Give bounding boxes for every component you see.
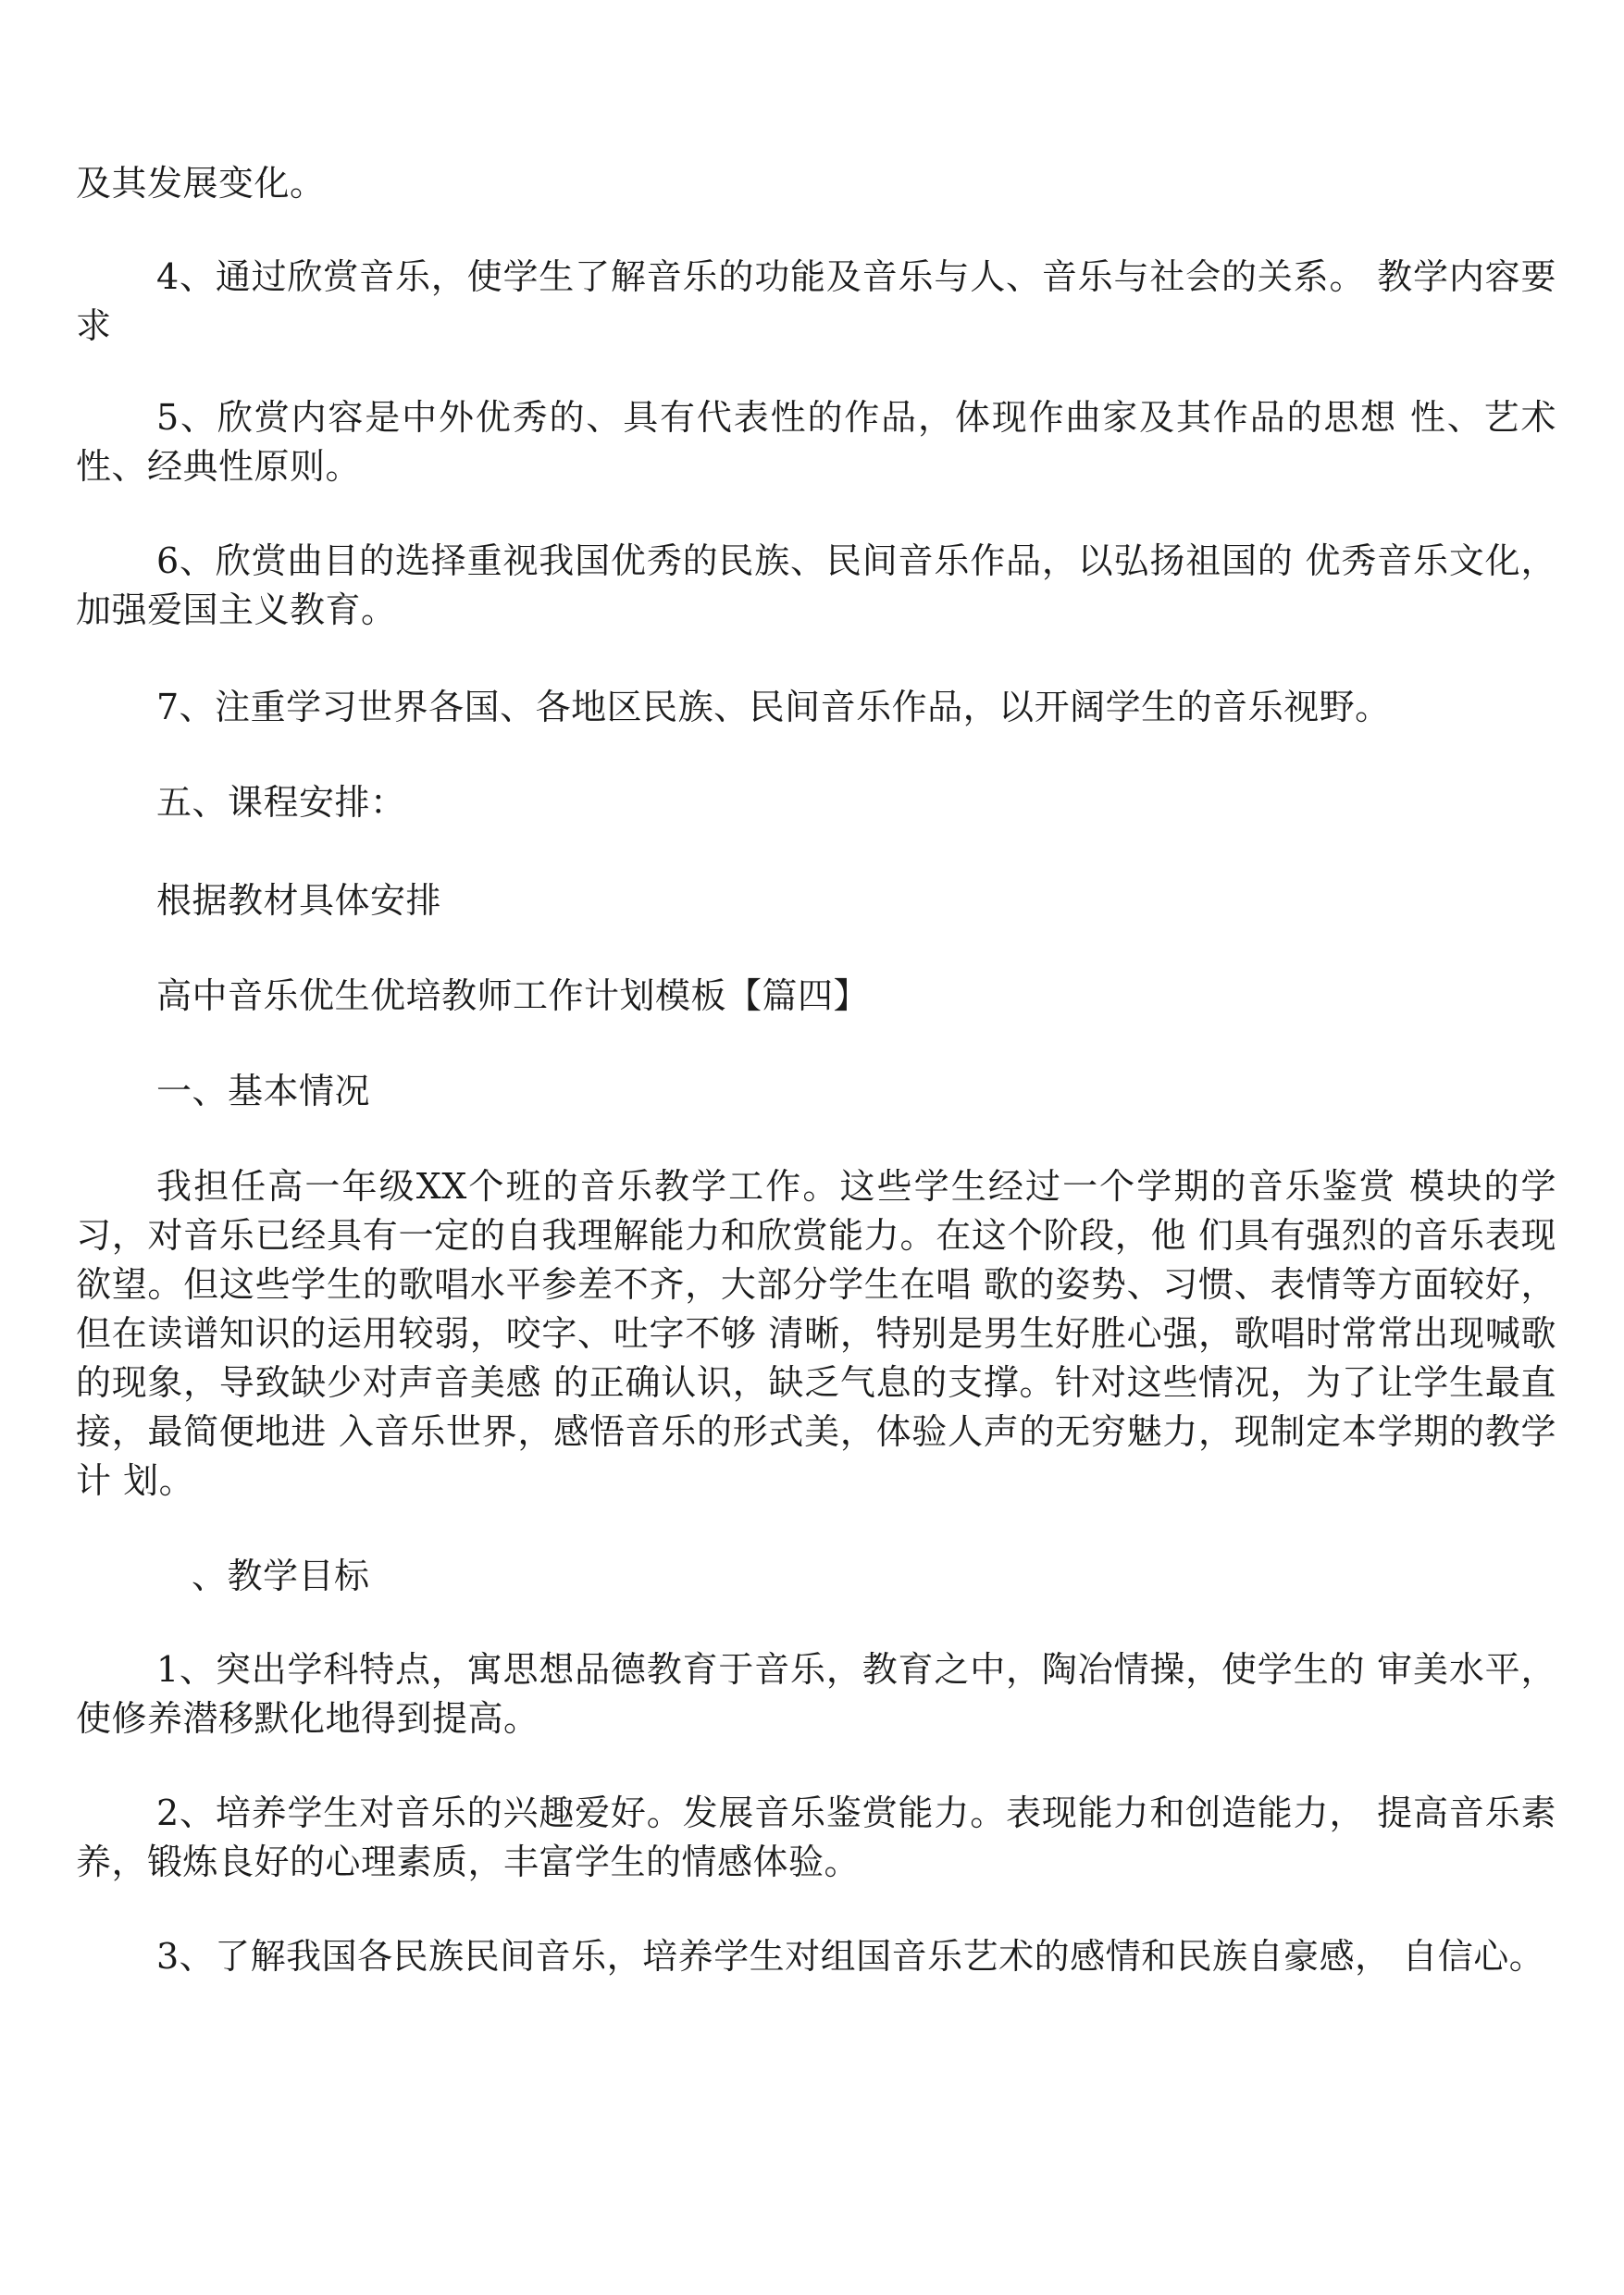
section-heading-teaching-goals: 、教学目标 (192, 1556, 370, 1596)
paragraph-item-4: 4、通过欣赏音乐，使学生了解音乐的功能及音乐与人、音乐与社会的关系。 教学内容要求 (76, 256, 1556, 346)
paragraph-goal-3: 3、了解我国各民族民间音乐，培养学生对组国音乐艺术的感情和民族自豪感， 自信心。 (156, 1936, 1545, 1977)
section-heading-course-arrangement: 五、课程安排： (156, 782, 406, 823)
section-heading-basic-situation: 一、基本情况 (156, 1071, 371, 1111)
paragraph-course-arrangement: 根据教材具体安排 (156, 880, 442, 921)
paragraph-item-5: 5、欣赏内容是中外优秀的、具有代表性的作品，体现作曲家及其作品的思想 性、艺术性、经典性原则。 (76, 397, 1556, 487)
paragraph-item-7: 7、注重学习世界各国、各地区民族、民间音乐作品，以开阔学生的音乐视野。 (156, 687, 1391, 727)
paragraph-goal-1: 1、突出学科特点，寓思想品德教育于音乐，教育之中，陶冶情操，使学生的 审美水平，使修养潜移默化地得到提高。 (76, 1649, 1556, 1739)
paragraph-item-6: 6、欣赏曲目的选择重视我国优秀的民族、民间音乐作品，以弘扬祖国的 优秀音乐文化，加强爱国主义教育。 (76, 540, 1556, 630)
paragraph-intro-tail: 及其发展变化。 (76, 163, 326, 204)
document-title-part-four: 高中音乐优生优培教师工作计划模板【篇四】 (156, 975, 870, 1016)
paragraph-goal-2: 2、培养学生对音乐的兴趣爱好。发展音乐鉴赏能力。表现能力和创造能力， 提高音乐素养，锻炼良好的心理素质，丰富学生的情感体验。 (76, 1793, 1556, 1882)
paragraph-basic-situation: 我担任高一年级XX个班的音乐教学工作。这些学生经过一个学期的音乐鉴赏 模块的学习，对音乐已经具有一定的自我理解能力和欣赏能力。在这个阶段，他 们具有强烈的音乐表现欲望。但这些学生的歌唱水平参差不齐，大部分学生在唱 歌的姿势、习惯、表情等方面较好，但在读谱知识的运用较弱，咬字、吐字不够 清晰，特别是男生好胜心强，歌唱时常常出现喊歌的现象，导致缺少对声音美感 的正确认识，缺乏气息的支撑。针对这些情况，为了让学生最直接，最简便地进 入音乐世界，感悟音乐的形式美，体验人声的无穷魅力，现制定本学期的教学计 划。 (76, 1166, 1556, 1501)
